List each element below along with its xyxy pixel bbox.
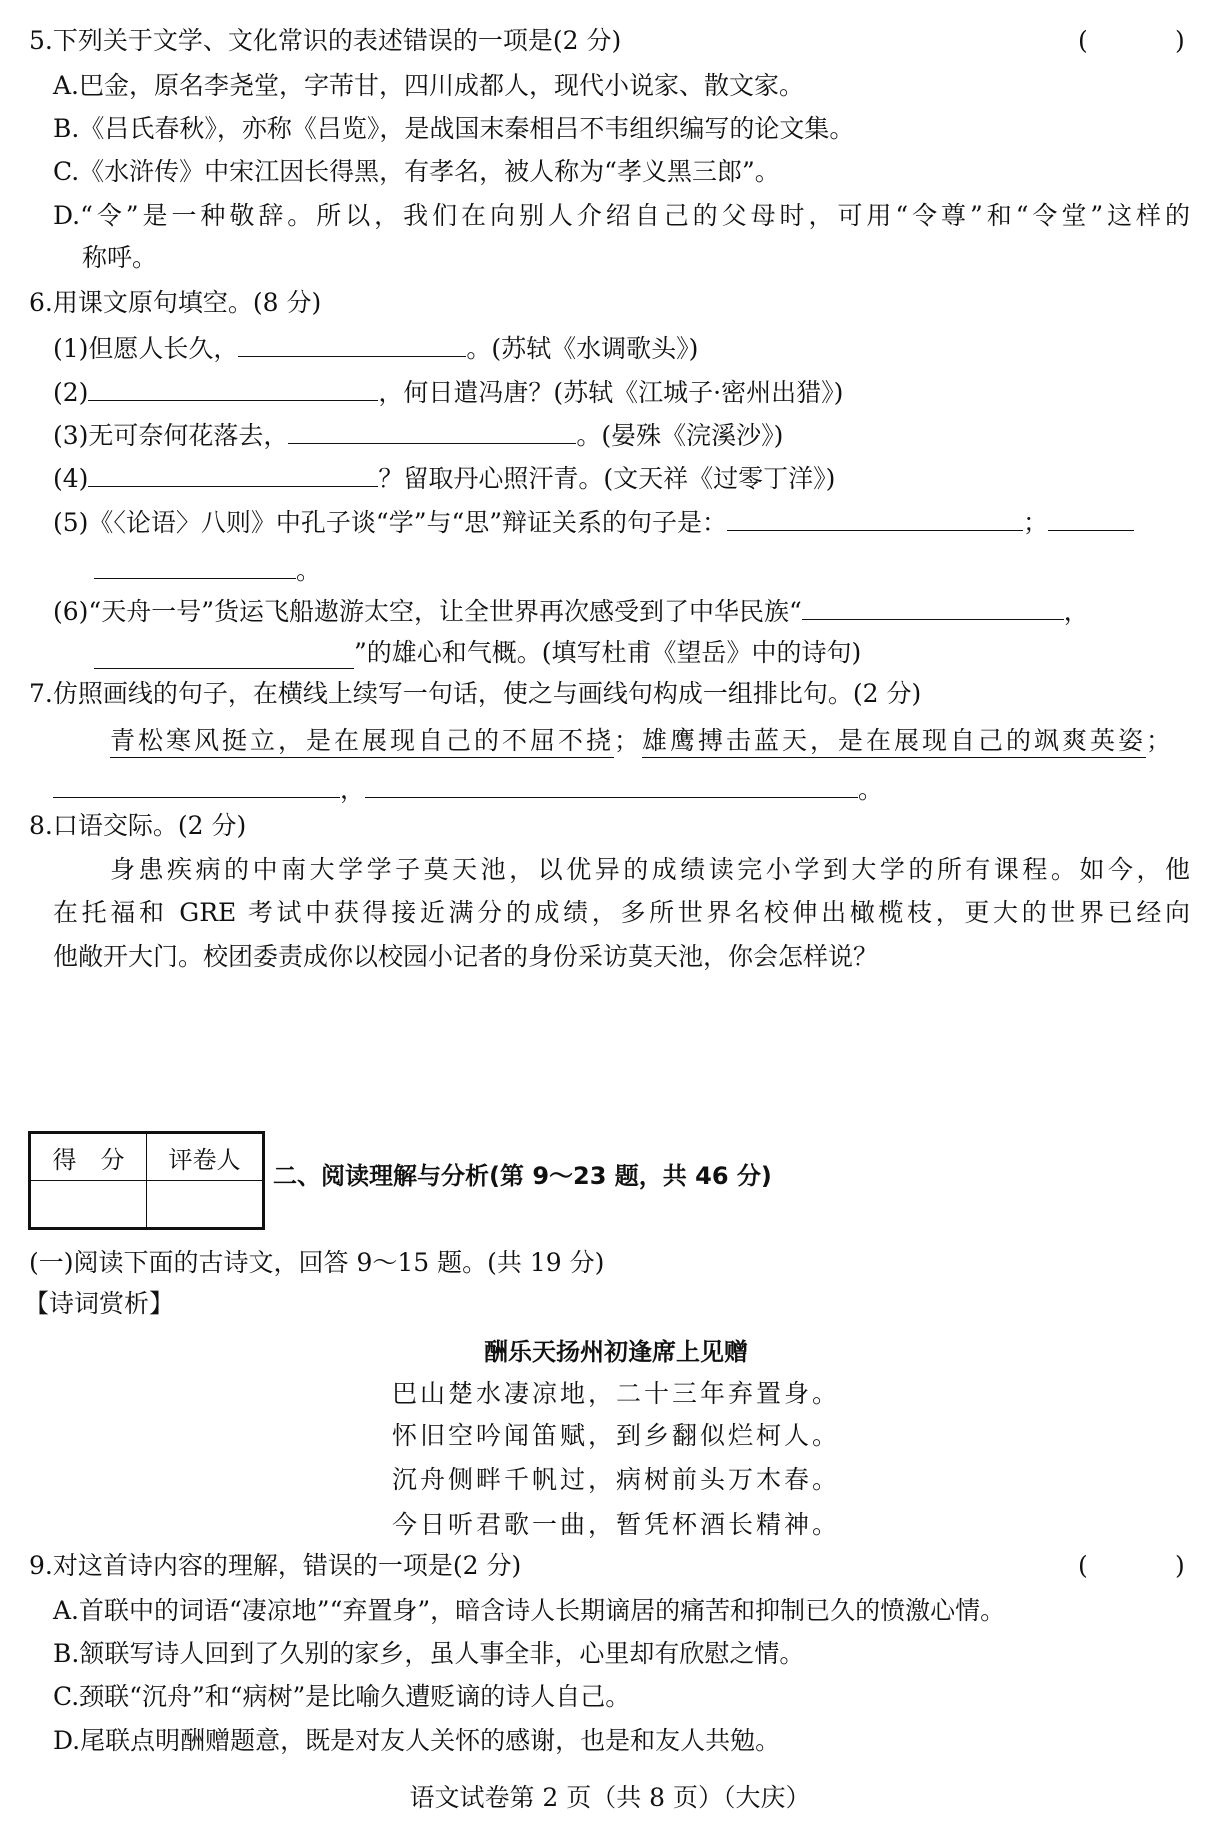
q7-answer-blank-1[interactable] bbox=[53, 771, 340, 798]
q7-answer-blank-2[interactable] bbox=[365, 771, 858, 798]
q6-item-5-prefix: (5)《〈论语〉八则》中孔子谈“学”与“思”辩证关系的句子是： bbox=[53, 508, 728, 537]
section-2-title: 二、阅读理解与分析(第 9～23 题，共 46 分) bbox=[273, 1162, 772, 1190]
q9-stem: 9.对这首诗内容的理解，错误的一项是(2 分) bbox=[29, 1551, 522, 1580]
q6-item-5-blank-2b[interactable] bbox=[94, 552, 296, 579]
poem-title: 酬乐天扬州初逢席上见赠 bbox=[484, 1338, 748, 1366]
poem-line-1: 巴山楚水凄凉地，二十三年弃置身。 bbox=[392, 1379, 841, 1408]
q5-option-c: C.《水浒传》中宋江因长得黑，有孝名，被人称为“孝义黑三郎”。 bbox=[53, 157, 780, 186]
score-cell[interactable] bbox=[30, 1181, 147, 1229]
q6-item-5-blank-1[interactable] bbox=[727, 504, 1023, 531]
q7-underlined-sentence-2: 雄鹰搏击蓝天，是在展现自己的飒爽英姿 bbox=[642, 726, 1146, 758]
q6-item-2-blank[interactable] bbox=[88, 374, 378, 401]
page-footer: 语文试卷第 2 页（共 8 页）（大庆） bbox=[409, 1783, 811, 1812]
q7-example-line bbox=[110, 724, 1174, 758]
q6-item-5 bbox=[53, 504, 1134, 538]
q7-answer-period: 。 bbox=[858, 775, 884, 804]
q7-end-punct: ； bbox=[1146, 726, 1175, 755]
q6-item-5-blank-2a[interactable] bbox=[1048, 504, 1134, 531]
q6-item-2 bbox=[53, 374, 843, 408]
q6-item-2-prefix: (2) bbox=[53, 378, 89, 407]
q8-paragraph-line-2: 在托福和 GRE 考试中获得接近满分的成绩，多所世界名校伸出橄榄枝，更大的世界已经向 bbox=[53, 898, 1190, 927]
q6-item-4-prefix: (4) bbox=[53, 464, 89, 493]
q7-separator: ； bbox=[614, 726, 643, 755]
q9-option-a: A.首联中的词语“凄凉地”“弃置身”，暗含诗人长期谪居的痛苦和抑制已久的愤激心情。 bbox=[53, 1596, 1006, 1625]
q7-answer-comma: ， bbox=[340, 775, 366, 804]
q6-item-6-blank-2[interactable] bbox=[94, 642, 354, 669]
grader-header: 评卷人 bbox=[147, 1133, 264, 1181]
q5-answer-bracket-close: ) bbox=[1175, 26, 1185, 55]
score-header: 得 分 bbox=[30, 1133, 147, 1181]
q6-item-3-blank[interactable] bbox=[288, 417, 576, 444]
q9-option-d: D.尾联点明酬赠题意，既是对友人关怀的感谢，也是和友人共勉。 bbox=[53, 1726, 781, 1755]
poetry-heading: 【诗词赏析】 bbox=[24, 1289, 175, 1318]
q6-item-5-continued bbox=[94, 552, 321, 586]
q5-answer-bracket-open: ( bbox=[1078, 26, 1088, 55]
part-1-intro: (一)阅读下面的古诗文，回答 9～15 题。(共 19 分) bbox=[29, 1248, 605, 1277]
q5-option-b: B.《吕氏春秋》，亦称《吕览》，是战国末秦相吕不韦组织编写的论文集。 bbox=[53, 114, 855, 143]
q5-option-d-continued: 称呼。 bbox=[82, 243, 158, 272]
q6-item-4 bbox=[53, 460, 835, 494]
q6-item-3 bbox=[53, 417, 783, 451]
q6-stem: 6.用课文原句填空。(8 分) bbox=[29, 288, 322, 317]
q6-item-5-separator: ； bbox=[1023, 508, 1049, 537]
q5-stem-line bbox=[29, 24, 621, 58]
q6-item-6 bbox=[53, 593, 1089, 627]
score-table bbox=[28, 1131, 265, 1230]
q5-option-d: D.“令”是一种敬辞。所以，我们在向别人介绍自己的父母时，可用“令尊”和“令堂”这样的 bbox=[53, 201, 1190, 230]
q8-paragraph-line-3: 他敞开大门。校团委责成你以校园小记者的身份采访莫天池，你会怎样说？ bbox=[53, 942, 879, 971]
q5-stem: 5.下列关于文学、文化常识的表述错误的一项是(2 分) bbox=[29, 26, 622, 55]
poem-line-3: 沉舟侧畔千帆过，病树前头万木春。 bbox=[392, 1465, 841, 1494]
q6-item-1-blank[interactable] bbox=[238, 330, 466, 357]
q6-item-5-suffix: 。 bbox=[296, 556, 322, 585]
q9-option-b: B.颔联写诗人回到了久别的家乡，虽人事全非，心里却有欣慰之情。 bbox=[53, 1639, 805, 1668]
q6-item-4-blank[interactable] bbox=[88, 460, 378, 487]
q6-item-3-prefix: (3)无可奈何花落去， bbox=[53, 421, 289, 450]
q6-item-6-prefix: (6)“天舟一号”货运飞船遨游太空，让全世界再次感受到了中华民族“ bbox=[53, 597, 802, 626]
q9-answer-bracket-close: ) bbox=[1175, 1551, 1185, 1580]
q6-item-4-suffix: ？留取丹心照汗青。(文天祥《过零丁洋》) bbox=[378, 464, 836, 493]
poem-line-4: 今日听君歌一曲，暂凭杯酒长精神。 bbox=[392, 1510, 841, 1539]
q9-option-c: C.颈联“沉舟”和“病树”是比喻久遭贬谪的诗人自己。 bbox=[53, 1682, 631, 1711]
q8-paragraph-line-1: 身患疾病的中南大学学子莫天池，以优异的成绩读完小学到大学的所有课程。如今，他 bbox=[110, 855, 1190, 884]
grader-cell[interactable] bbox=[147, 1181, 264, 1229]
q6-item-2-suffix: ，何日遣冯唐？(苏轼《江城子·密州出猎》) bbox=[378, 378, 844, 407]
q6-item-3-suffix: 。(晏殊《浣溪沙》) bbox=[576, 421, 784, 450]
q6-item-6-separator: ， bbox=[1063, 597, 1089, 626]
q6-item-1-prefix: (1)但愿人长久， bbox=[53, 334, 239, 363]
q5-option-a: A.巴金，原名李尧堂，字芾甘，四川成都人，现代小说家、散文家。 bbox=[53, 71, 805, 100]
poem-line-2: 怀旧空吟闻笛赋，到乡翻似烂柯人。 bbox=[392, 1421, 841, 1450]
q7-underlined-sentence-1: 青松寒风挺立，是在展现自己的不屈不挠 bbox=[110, 726, 614, 758]
q6-item-6-suffix: ”的雄心和气概。(填写杜甫《望岳》中的诗句) bbox=[354, 638, 862, 667]
q6-item-6-blank-1[interactable] bbox=[802, 593, 1064, 620]
q6-item-1 bbox=[53, 330, 698, 364]
q7-answer-line bbox=[53, 771, 883, 805]
q9-answer-bracket-open: ( bbox=[1078, 1551, 1088, 1580]
q6-item-1-suffix: 。(苏轼《水调歌头》) bbox=[466, 334, 699, 363]
q6-item-6-continued bbox=[94, 634, 861, 668]
q7-stem: 7.仿照画线的句子，在横线上续写一句话，使之与画线句构成一组排比句。(2 分) bbox=[29, 679, 922, 708]
q8-stem: 8.口语交际。(2 分) bbox=[29, 811, 247, 840]
